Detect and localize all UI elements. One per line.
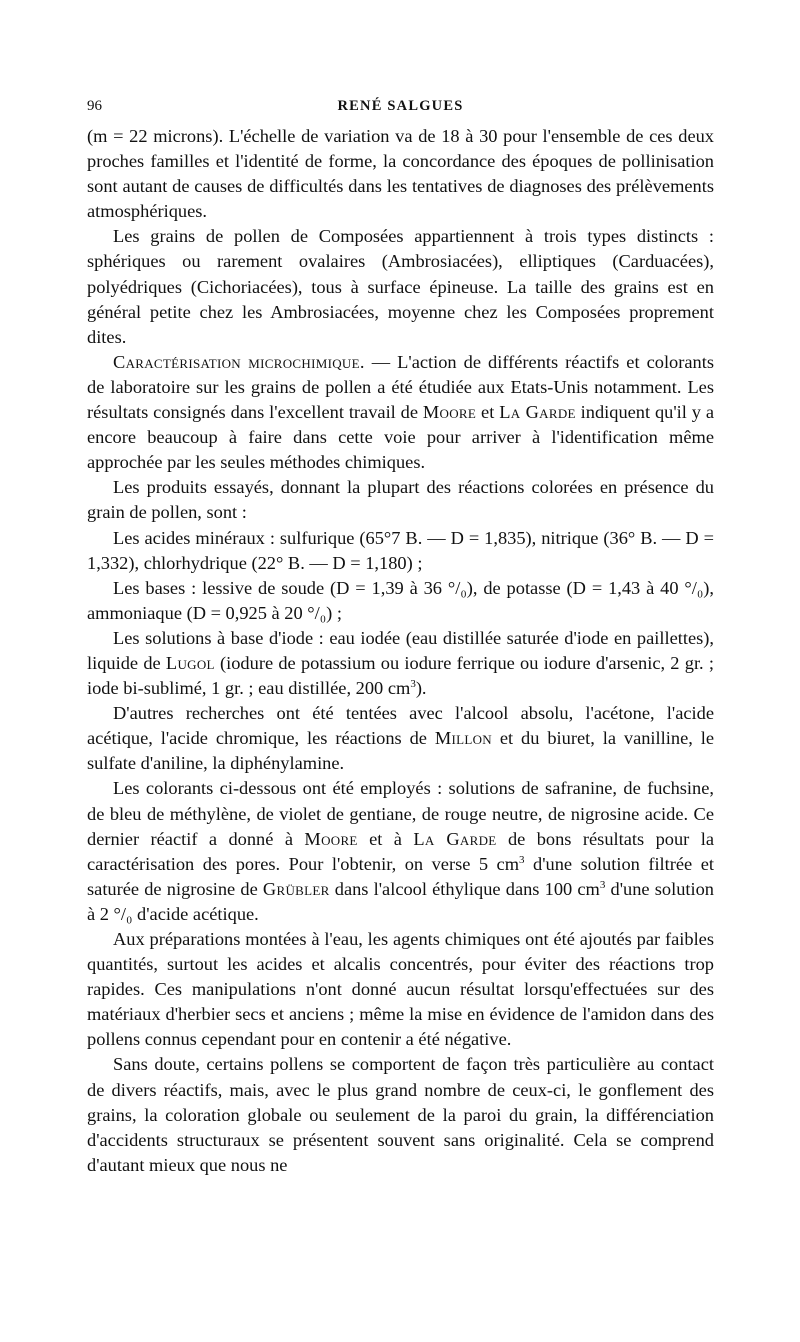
- paragraph-9: Les colorants ci-dessous ont été employés : solutions de safranine, de fuchsine, de bleu de méthylène, de violet de gentiane, de rouge neutre, de nigrosine acide. Ce dernier réactif a donné à Moore et à La Garde de bons résultats pour la caractérisation des pores. Pour l'obtenir, on verse 5 $cm^3$ d'une solution filtrée et saturée de nigrosine de Grübler dans l'alcool éthylique dans 100 $cm^3$ d'une solution à 2 °/₀ d'acide acétique.: [87, 778, 715, 924]
- paragraph-11: Sans doute, certains pollens se comportent de façon très particulière au contact de divers réactifs, mais, avec le plus grand nombre de ceux-ci, le gonflement des grains, la coloration globale ou seulement de la paroi du grain, la différenciation d'accidents structuraux se présentent souvent sans originalité. Cela se comprend d'autant mieux que nous ne: [87, 1054, 714, 1175]
- running-head-author: RENÉ SALGUES: [337, 98, 464, 114]
- paragraph-7: Les solutions à base d'iode : eau iodée (eau distillée saturée d'iode en paillettes), liquide de Lugol (iodure de potassium ou iodure ferrique ou iodure d'arsenic, 2 gr. ; iode bi-sublimé, 1 gr. ; eau distillée, 200 $cm^3$).: [87, 627, 714, 699]
- paragraph-1: (m = 22 microns). L'échelle de variation va de 18 à 30 pour l'ensemble de ces deux proches familles et l'identité de forme, la concordance des époques de pollinisation sont autant de causes de difficultés dans les tentatives de diagnoses des prélèvements atmosphériques.: [87, 126, 714, 222]
- author-name: Grübler: [262, 878, 330, 899]
- author-name: Millon: [434, 728, 492, 749]
- paragraph-2: Les grains de pollen de Composées appartiennent à trois types distincts : sphériques ou rarement ovalaires (Ambrosiacées), elliptiques (Carduacées), polyédriques (Cichoriacées), tous à surface épineuse. La taille des grains est en général petite chez les Ambrosiacées, moyenne chez les Composées proprement dites.: [87, 226, 714, 347]
- paragraph-5: Les acides minéraux : sulfurique (65°7 B. — D = 1,835), nitrique (36° B. — D = 1,332), chlorhydrique (22° B. — D = 1,180) ;: [87, 527, 714, 573]
- section-heading: Caractérisation microchimique.: [113, 351, 365, 372]
- author-name: La Garde: [413, 828, 497, 849]
- paragraph-3: Caractérisation microchimique. — L'action de différents réactifs et colorants de laboratoire sur les grains de pollen a été étudiée aux Etats-Unis notamment. Les résultats consignés dans l'excellent travail de Moore et La Garde indiquent qu'il y a encore beaucoup à faire dans cette voie pour arriver à l'identification même approchée par les seules méthodes chimiques.: [87, 351, 715, 473]
- author-name: Lugol: [165, 652, 215, 673]
- paragraph-4: Les produits essayés, donnant la plupart des réactions colorées en présence du grain de pollen, sont :: [87, 477, 714, 523]
- author-name: La Garde: [499, 402, 576, 423]
- document-page: [87, 98, 714, 1178]
- body-text: [87, 124, 714, 1178]
- paragraph-8: D'autres recherches ont été tentées avec l'alcool absolu, l'acétone, l'acide acétique, l'acide chromique, les réactions de Millon et du biuret, la vanilline, le sulfate d'aniline, la diphénylamine.: [87, 703, 714, 774]
- running-head: [87, 98, 714, 124]
- author-name: Moore: [304, 828, 358, 849]
- page-number: 96: [87, 98, 102, 114]
- paragraph-10: Aux préparations montées à l'eau, les agents chimiques ont été ajoutés par faibles quantités, surtout les acides et alcalis concentrés, pour éviter des réactions trop rapides. Ces manipulations n'ont donné aucun résultat lorsqu'effectuées sur des matériaux d'herbier secs et anciens ; même la mise en évidence de l'amidon dans des pollens connus cependant pour en contenir a été négative.: [87, 929, 714, 1050]
- paragraph-6: Les bases : lessive de soude (D = 1,39 à 36 °/₀), de potasse (D = 1,43 à 40 °/₀), ammoniaque (D = 0,925 à 20 °/₀) ;: [87, 577, 714, 623]
- author-name: Moore: [422, 402, 477, 423]
